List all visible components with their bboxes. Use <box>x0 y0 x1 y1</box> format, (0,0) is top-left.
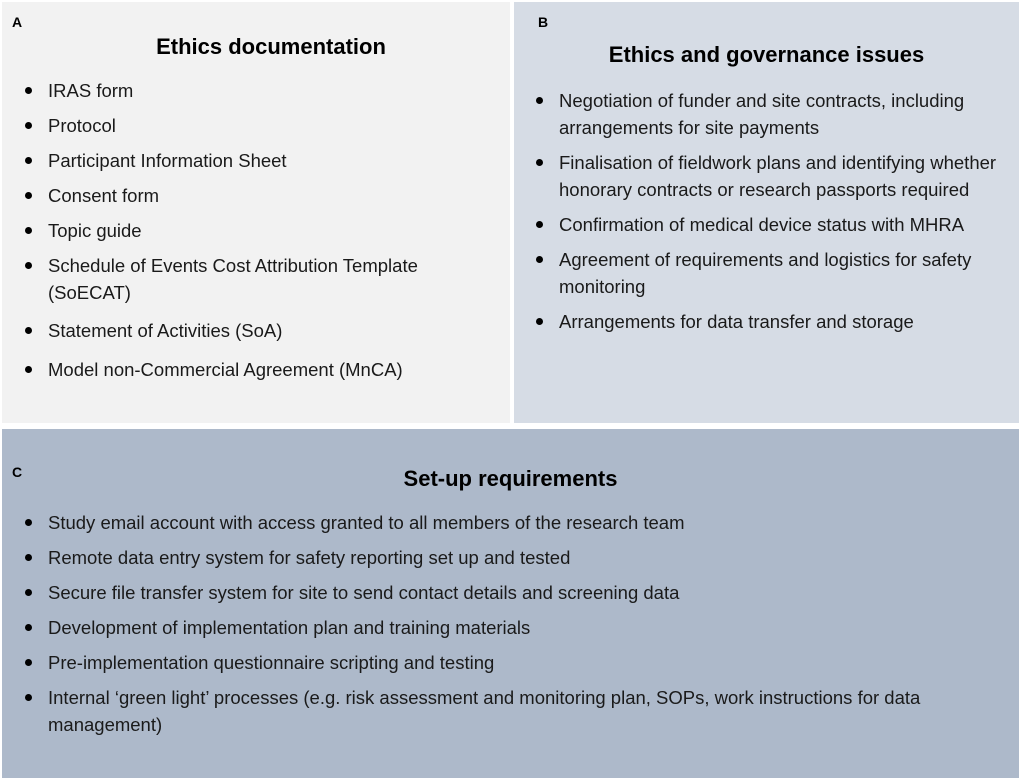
setup-requirements-list <box>20 509 960 746</box>
panel-letter-a: A <box>12 14 23 30</box>
panel-ethics-governance-issues <box>514 2 1019 423</box>
panel-title-ethics-documentation: Ethics documentation <box>156 34 386 59</box>
ethics-documentation-list <box>20 77 500 391</box>
list-item: Schedule of Events Cost Attribution Template (SoECAT) <box>20 252 500 306</box>
panel-setup-requirements <box>2 429 1019 778</box>
panel-title-setup-requirements: Set-up requirements <box>403 466 618 491</box>
list-item: Agreement of requirements and logistics for safety monitoring <box>531 246 1001 300</box>
list-item: Topic guide <box>20 217 500 244</box>
list-item: Participant Information Sheet <box>20 147 500 174</box>
list-item: Remote data entry system for safety reporting set up and tested <box>20 544 960 571</box>
list-item: Confirmation of medical device status with MHRA <box>531 211 1001 238</box>
panel-ethics-documentation <box>2 2 510 423</box>
panel-letter-b: B <box>538 14 549 30</box>
list-item: Development of implementation plan and training materials <box>20 614 960 641</box>
list-item: Protocol <box>20 112 500 139</box>
list-item: IRAS form <box>20 77 500 104</box>
list-item: Finalisation of fieldwork plans and identifying whether honorary contracts or research passports required <box>531 149 1001 203</box>
panel-letter-c: C <box>12 464 23 480</box>
list-item: Model non-Commercial Agreement (MnCA) <box>20 356 500 383</box>
list-item: Arrangements for data transfer and storage <box>531 308 1001 335</box>
ethics-governance-list <box>531 87 1001 343</box>
list-item: Internal ‘green light’ processes (e.g. risk assessment and monitoring plan, SOPs, work instructions for data management) <box>20 684 960 738</box>
list-item: Secure file transfer system for site to send contact details and screening data <box>20 579 960 606</box>
list-item: Pre-implementation questionnaire scripting and testing <box>20 649 960 676</box>
list-item: Statement of Activities (SoA) <box>20 317 500 344</box>
list-item: Study email account with access granted to all members of the research team <box>20 509 960 536</box>
list-item: Negotiation of funder and site contracts, including arrangements for site payments <box>531 87 1001 141</box>
list-item: Consent form <box>20 182 500 209</box>
panel-title-ethics-governance-issues: Ethics and governance issues <box>608 42 925 67</box>
